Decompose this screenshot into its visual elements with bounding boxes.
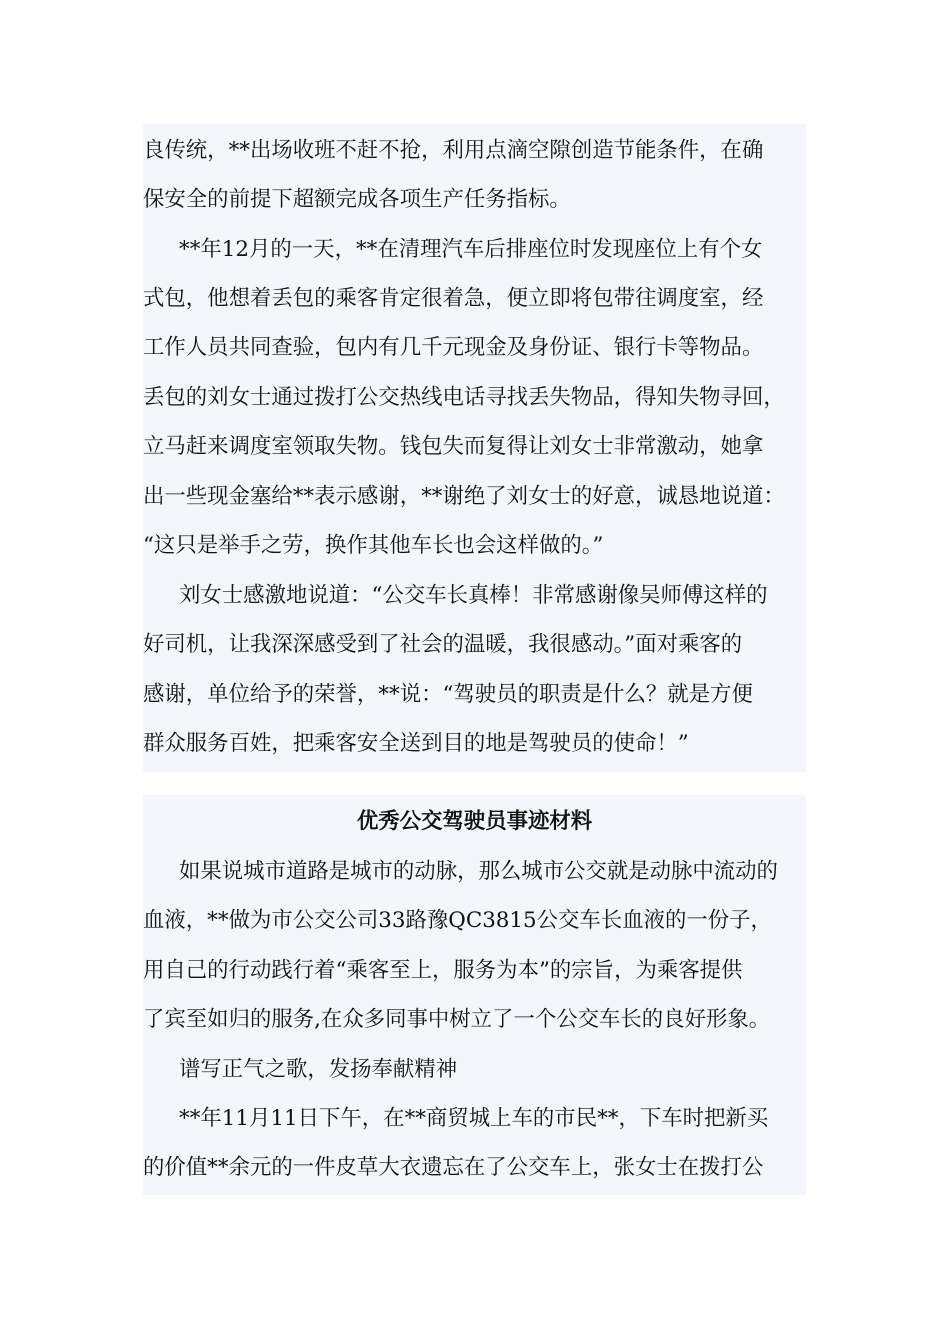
paragraph-line: 式包，他想着丢包的乘客肯定很着急，便立即将包带往调度室，经 [143,286,764,311]
paragraph-line: 的价值**余元的一件皮草大衣遗忘在了公交车上，张女士在拨打公 [143,1155,764,1180]
paragraph-line: 了宾至如归的服务,在众多同事中树立了一个公交车长的良好形象。 [143,1007,771,1032]
paragraph-line: 立马赶来调度室领取失物。钱包失而复得让刘女士非常激动，她拿 [143,434,764,459]
subheading-line: 谱写正气之歌，发扬奉献精神 [179,1057,458,1082]
paragraph-line: 用自己的行动践行着“乘客至上，服务为本”的宗旨，为乘客提供 [143,958,743,983]
paragraph-line: 感谢，单位给予的荣誉，**说：“驾驶员的职责是什么？就是方便 [143,682,753,707]
paragraph-line: 保安全的前提下超额完成各项生产任务指标。 [143,187,571,212]
paragraph-line: 刘女士感激地说道：“公交车长真棒！非常感谢像吴师傅这样的 [179,583,768,608]
article-title: 优秀公交驾驶员事迹材料 [356,809,593,834]
paragraph-line: **年11月11日下午，在**商贸城上车的市民**，下车时把新买 [179,1106,769,1131]
paragraph-line: 好司机，让我深深感受到了社会的温暖，我很感动。”面对乘客的 [143,632,743,657]
paragraph-line: **年12月的一天，**在清理汽车后排座位时发现座位上有个女 [179,237,763,262]
paragraph-line: “这只是举手之劳，换作其他车长也会这样做的。” [143,533,604,558]
paragraph-line: 如果说城市道路是城市的动脉，那么城市公交就是动脉中流动的 [179,859,778,884]
paragraph-line: 丢包的刘女士通过拨打公交热线电话寻找丢失物品，得知失物寻回， [143,385,785,410]
text-block-article [143,795,806,1195]
paragraph-line: 良传统，**出场收班不赶不抢，利用点滴空隙创造节能条件，在确 [143,138,764,163]
paragraph-line: 工作人员共同查验，包内有几千元现金及身份证、银行卡等物品。 [143,335,764,360]
paragraph-line: 血液，**做为市公交公司33路豫QC3815公交车长血液的一份子， [143,908,772,933]
paragraph-line: 群众服务百姓，把乘客安全送到目的地是驾驶员的使命！” [143,731,689,756]
paragraph-line: 出一些现金塞给**表示感谢，**谢绝了刘女士的好意，诚恳地说道： [143,484,785,509]
text-block-continued [143,124,806,772]
